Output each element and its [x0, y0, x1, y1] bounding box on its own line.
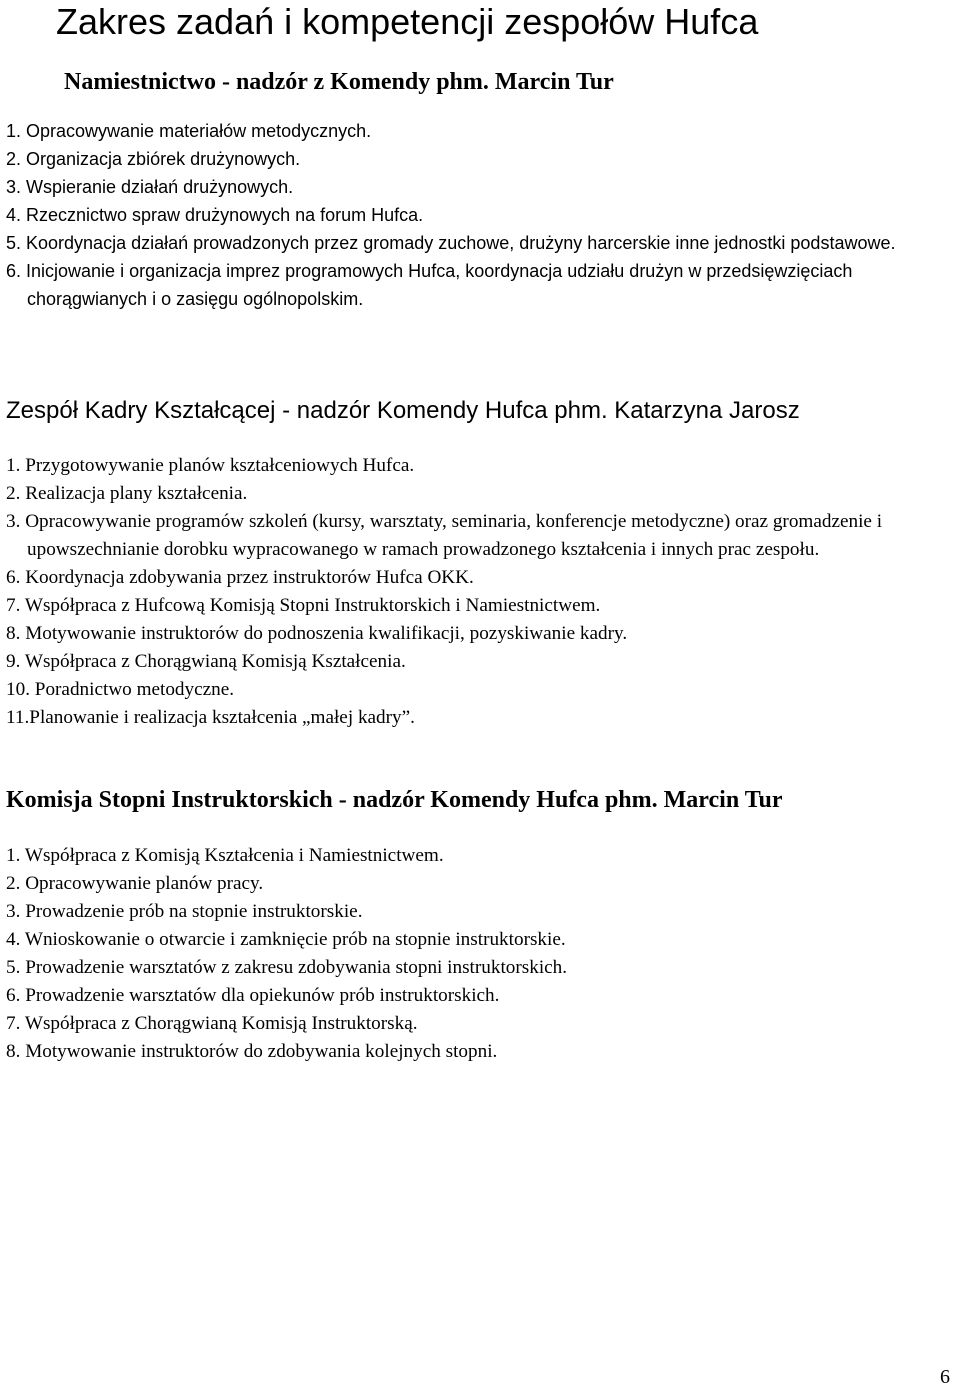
list-item: 7. Współpraca z Chorągwianą Komisją Instruktorską.: [6, 1013, 418, 1034]
list-item: 11.Planowanie i realizacja kształcenia „małej kadry”.: [6, 707, 415, 728]
list-item: 1. Opracowywanie materiałów metodycznych.: [6, 121, 372, 141]
list-item: 5. Prowadzenie warsztatów z zakresu zdobywania stopni instruktorskich.: [6, 957, 568, 978]
list-item: 9. Współpraca z Chorągwianą Komisją Kształcenia.: [6, 651, 406, 672]
list-item: 3. Wspieranie działań drużynowych.: [6, 177, 294, 197]
list-item: 5. Koordynacja działań prowadzonych przez gromady zuchowe, drużyny harcerskie inne jednostki podstawowe.: [6, 233, 896, 253]
section-heading-namiestnictwo: Namiestnictwo - nadzór z Komendy phm. Marcin Tur: [64, 69, 614, 95]
list-item: 8. Motywowanie instruktorów do zdobywania kolejnych stopni.: [6, 1041, 498, 1062]
namiestnictwo-task-list: [6, 117, 906, 313]
list-item: 3. Opracowywanie programów szkoleń (kursy, warsztaty, seminaria, konferencje metodyczne) oraz gromadzenie i upowszechnianie dorobku wypracowanego w ramach prowadzonego kształcenia i innych prac zespołu.: [6, 511, 883, 560]
list-item: 6. Prowadzenie warsztatów dla opiekunów prób instruktorskich.: [6, 985, 500, 1006]
list-item: 2. Organizacja zbiórek drużynowych.: [6, 149, 301, 169]
section-heading-zespol-kadry: Zespół Kadry Kształcącej - nadzór Komendy Hufca phm. Katarzyna Jarosz: [6, 397, 800, 424]
list-item: 6. Koordynacja zdobywania przez instruktorów Hufca OKK.: [6, 567, 474, 588]
list-item: 10. Poradnictwo metodyczne.: [6, 679, 235, 700]
list-item: 8. Motywowanie instruktorów do podnoszenia kwalifikacji, pozyskiwanie kadry.: [6, 623, 628, 644]
list-item: 7. Współpraca z Hufcową Komisją Stopni Instruktorskich i Namiestnictwem.: [6, 595, 601, 616]
list-item: 2. Opracowywanie planów pracy.: [6, 873, 264, 894]
list-item: 2. Realizacja plany kształcenia.: [6, 483, 248, 504]
page-number: 6: [940, 1366, 950, 1388]
list-item: 4. Wnioskowanie o otwarcie i zamknięcie prób na stopnie instruktorskie.: [6, 929, 566, 950]
list-item: 1. Przygotowywanie planów kształceniowych Hufca.: [6, 455, 415, 476]
list-item: 1. Współpraca z Komisją Kształcenia i Namiestnictwem.: [6, 845, 444, 866]
list-item: 4. Rzecznictwo spraw drużynowych na forum Hufca.: [6, 205, 424, 225]
list-item: 6. Inicjowanie i organizacja imprez programowych Hufca, koordynacja udziału drużyn w przedsięwzięciach chorągwianych i o zasięgu ogólnopolskim.: [6, 261, 853, 309]
section-heading-komisja-stopni: Komisja Stopni Instruktorskich - nadzór Komendy Hufca phm. Marcin Tur: [6, 787, 783, 813]
list-item: 3. Prowadzenie prób na stopnie instruktorskie.: [6, 901, 363, 922]
zespol-kadry-task-list: [6, 452, 906, 732]
page-title: Zakres zadań i kompetencji zespołów Hufca: [56, 1, 759, 42]
komisja-stopni-task-list: [6, 842, 906, 1066]
